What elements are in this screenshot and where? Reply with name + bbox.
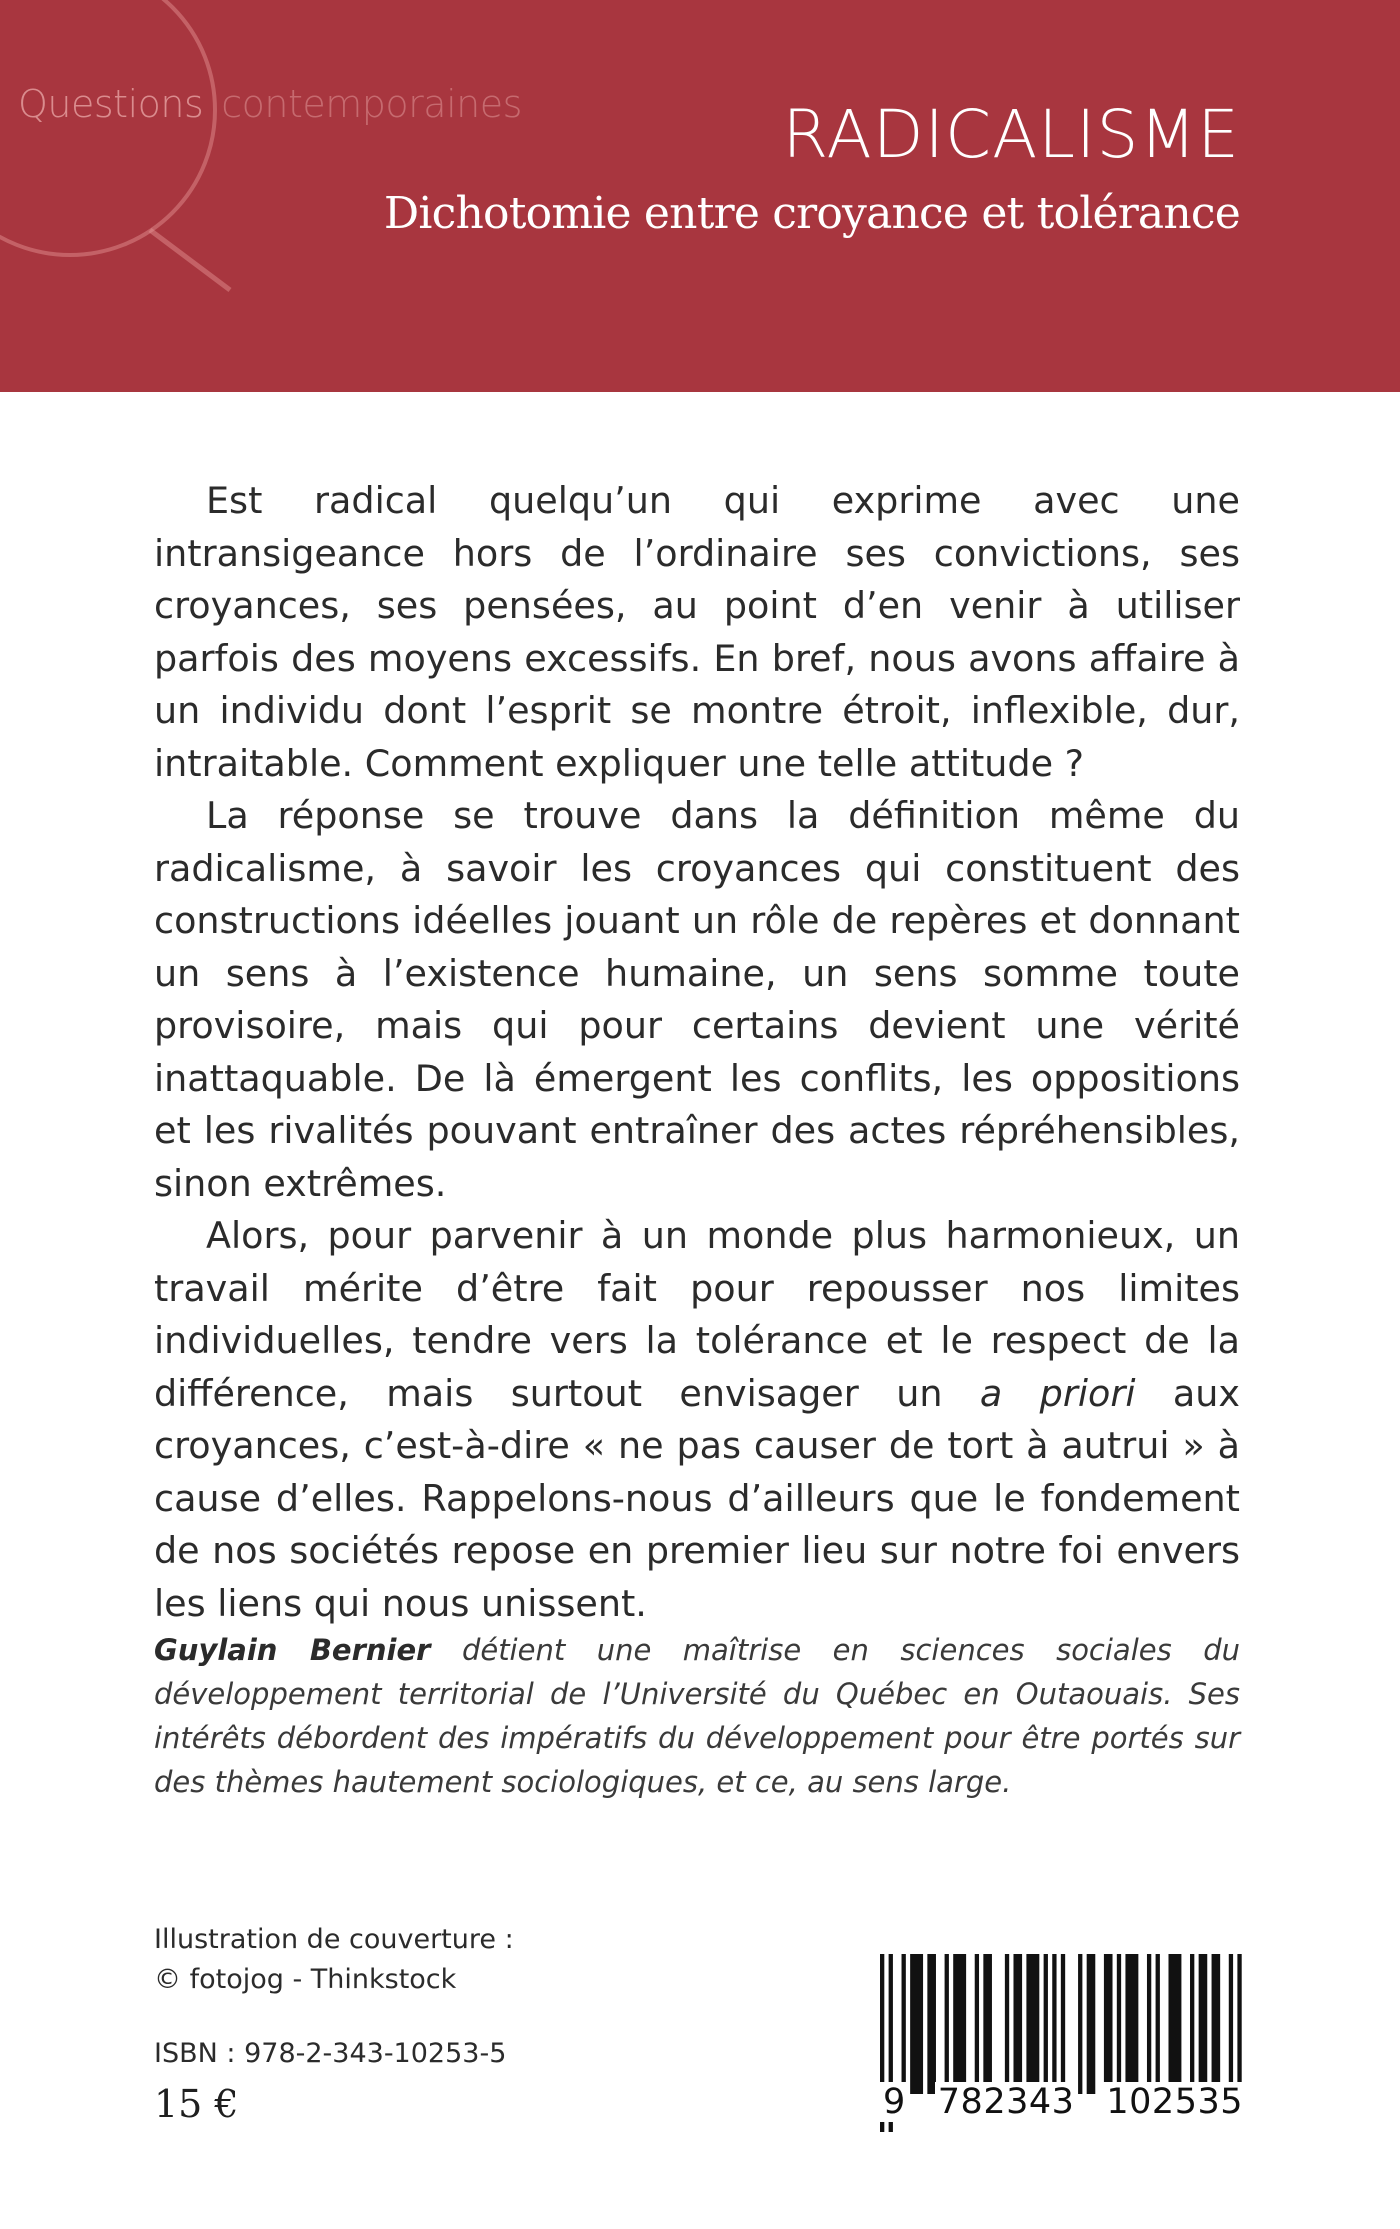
blurb-italic-phrase: a priori — [979, 1371, 1136, 1415]
barcode-bar — [1052, 1954, 1056, 2094]
barcode-bar — [1168, 1954, 1181, 2094]
blurb-paragraph-3-part-1: Alors, pour parvenir à un monde plus harmonieux, un travail mérite d’être fait pour repousser nos limites individuelles, tendre vers la tolérance et le respect de la différence, mais surtout envisager un — [154, 1214, 1240, 1415]
cover-banner — [0, 0, 1400, 392]
series-word-questions: Questions — [18, 82, 204, 126]
blurb-text — [154, 475, 1240, 1630]
blurb-paragraph-1: Est radical quelqu’un qui exprime avec une intransigeance hors de l’ordinaire ses convictions, ses croyances, ses pensées, au point d’en venir à utiliser parfois des moyens excessifs. En bref, nous avons affaire à un individu dont l’esprit se montre étroit, inflexible, dur, intraitable. Comment expliquer une telle attitude ? — [154, 479, 1240, 785]
blurb-paragraph-3 — [154, 1210, 1240, 1630]
barcode-bar — [983, 1954, 992, 2094]
barcode-bar — [910, 1954, 923, 2094]
barcode-bar — [1013, 1954, 1022, 2094]
illustration-source: © fotojog - Thinkstock — [154, 1964, 457, 1995]
barcode-bar — [953, 1954, 966, 2094]
author-bio — [154, 1628, 1240, 1804]
barcode-bar — [1104, 1954, 1113, 2094]
illustration-label: Illustration de couverture : — [154, 1924, 514, 1955]
barcode-bar — [1078, 1954, 1082, 2094]
barcode-lead-digit: 9 — [880, 2082, 909, 2122]
barcode-bar — [1199, 1954, 1208, 2094]
cover-credit — [154, 1920, 514, 2000]
price: 15 € — [154, 2082, 239, 2126]
barcode-bar — [1212, 1954, 1221, 2094]
barcode-bar — [1237, 1954, 1241, 2094]
barcode-group-1: 782343 — [935, 2082, 1078, 2122]
barcode-bar — [1061, 1954, 1065, 2094]
author-bio-text: détient une maîtrise en sciences sociales du développement territorial de l’Université du Québec en Outaouais. Ses intérêts débordent des impératifs du développement pour être portés sur des thèmes hautement sociologiques, et ce, au sens large. — [154, 1633, 1240, 1799]
series-word-contemporaines: contemporaines — [221, 82, 522, 126]
barcode-bar — [1125, 1954, 1138, 2094]
barcode-bar — [975, 1954, 979, 2094]
isbn-text: ISBN : 978-2-343-10253-5 — [154, 2038, 507, 2069]
author-name: Guylain Bernier — [154, 1633, 431, 1667]
barcode-bar — [927, 1954, 936, 2094]
barcode-digits — [880, 2082, 1246, 2122]
blurb-paragraph-2: La réponse se trouve dans la définition même du radicalisme, à savoir les croyances qui constituent des constructions idéelles jouant un rôle de repères et donnant un sens à l’existence humaine, un sens somme toute provisoire, mais qui pour certains devient une vérité inattaquable. De là émergent les conflits, les oppositions et les rivalités pouvant entraîner des actes répréhensibles, sinon extrêmes. — [154, 794, 1240, 1205]
barcode-bar — [1044, 1954, 1048, 2094]
barcode-bar — [1190, 1954, 1194, 2094]
blurb-paragraph-3-part-2: aux croyances, c’est-à-dire « ne pas causer de tort à autrui » à cause d’elles. Rappelons-nous d’ailleurs que le fondement de nos sociétés repose en premier lieu sur notre foi envers les liens qui nous unissent. — [154, 1371, 1241, 1625]
barcode-bar — [945, 1954, 949, 2094]
barcode-group-2: 102535 — [1103, 2082, 1246, 2122]
series-name — [18, 82, 522, 126]
barcode-bar — [1156, 1954, 1160, 2094]
barcode-bar — [902, 1954, 906, 2094]
barcode-bar — [1026, 1954, 1039, 2094]
barcode-bar — [1229, 1954, 1233, 2094]
barcode-bar — [1087, 1954, 1096, 2094]
barcode-bar — [1117, 1954, 1121, 2094]
barcode-bar — [1147, 1954, 1151, 2094]
barcode-bar — [1005, 1954, 1009, 2094]
book-subtitle: Dichotomie entre croyance et tolérance — [383, 188, 1240, 239]
book-title: RADICALISME — [782, 96, 1240, 173]
series-q-logo-icon — [0, 0, 240, 300]
